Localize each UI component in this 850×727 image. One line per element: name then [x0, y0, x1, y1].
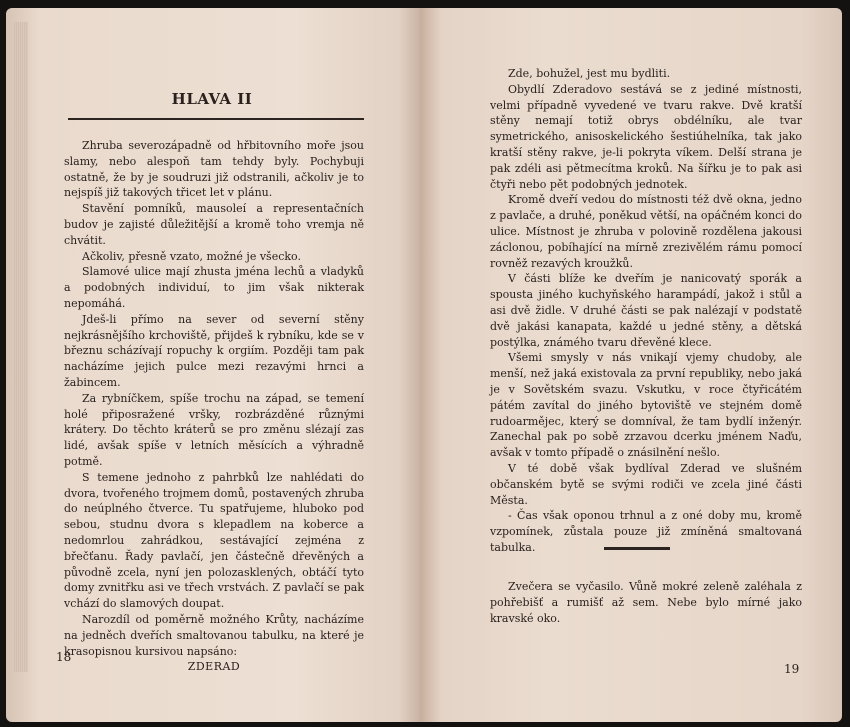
left-page [6, 8, 420, 722]
page-edges [14, 22, 28, 672]
right-body-after-break [490, 579, 802, 626]
paragraph: V té době však bydlíval Zderad ve slušném občanském bytě se svými rodiči ve zcela jiné části Města. [490, 461, 802, 507]
paragraph: Zvečera se vyčasilo. Vůně mokré zeleně zaléhala z pohřebišť a rumišť až sem. Nebe bylo mírné jako kravské oko. [490, 580, 802, 625]
section-break-rule [604, 547, 670, 550]
paragraph: Všemi smysly v nás vnikají vjemy chudoby, ale menší, než jaká existovala za první republiky, nebo jaká je v Sovětském svazu. Vskutku, v roce čtyřicátém pátém zavítal do jiného bytoviště ve stejném domě rudoarmějec, který se domníval, že tam bydlí inženýr. Zanechal pak po sobě zrzavou dcerku jménem Naďu, avšak v tomto případě o znásilnění nešlo. [490, 351, 802, 460]
open-book [6, 8, 842, 722]
paragraph: Zde, bohužel, jest mu bydliti. [508, 67, 671, 80]
paragraph: Stavění pomníků, mausoleí a representačních budov je zajisté důležitější a kromě toho vremja ně chvátit. [64, 202, 364, 247]
paragraph: S temene jednoho z pahrbků lze nahlédati do dvora, tvořeného trojmem domů, postavených zhruba do neúplného čtverce. Tu spatřujeme, hluboko pod sebou, studnu dvora s klepadlem na koberce a nedomrlou zahrádkou, sestávající zejména z břečťanu. Řady pavlačí, jen částečně dřevěných a původně zcela, nyní jen polozasklených, obtáčí tyto domy zvnitřku asi ve třech vrstvách. Z pavlačí se pak vchází do slamových doupat. [64, 470, 364, 611]
paragraph: Jdeš-li přímo na sever od severní stěny nejkrásnějšího krchoviště, přijdeš k rybníku, kde se v březnu scházívají ropuchy k orgiím. Později tam pak nacházíme jejich pulce mezi rezavými hrnci a žabincem. [64, 312, 364, 389]
paragraph: V části blíže ke dveřím je nanicovatý sporák a spousta jiného kuchyňského harampádí, jakož i stůl a asi dvě židle. V druhé části se pak nalézají v podstatě dvě jakási kanapata, každé u jedné stěny, a dětská postýlka, známého tvaru dřevěné klece. [490, 272, 802, 349]
paragraph: Zhruba severozápadně od hřbitovního moře jsou slamy, nebo alespoň tam tehdy byly. Pochybuji ostatně, že by je soudruzi již odstranili, ačkoliv je to nejspíš již takových třicet let v plánu. [64, 139, 364, 200]
paragraph: Za rybníčkem, spíše trochu na západ, se temení holé připosražené vršky, rozbrázděné různými krátery. Do těchto kráterů se pro změnu slézají zas lidé, avšak spíše v letních měsících a výhradně potmě. [64, 391, 364, 468]
page-number: 18 [56, 650, 72, 664]
sign-text: ZDERAD [187, 660, 241, 674]
left-body [64, 138, 364, 675]
right-body [490, 66, 802, 556]
paragraph: Kromě dveří vedou do místnosti též dvě okna, jedno z pavlače, a druhé, poněkud větší, na opáčném konci do ulice. Místnost je zhruba v polovině rozdělena jakousi záclonou, pobíhající na mírně zrezivělém rámu pomocí rovněž rezavých kroužků. [490, 193, 802, 270]
right-page [420, 8, 842, 722]
paragraph: Ačkoliv, přesně vzato, možné je všecko. [82, 249, 301, 263]
paragraph: Obydlí Zderadovo sestává se z jediné místnosti, velmi případně vyvedené ve tvaru rakve. Dvě kratší stěny nemají totiž obrys obdélníku, ale tvar symetrického, anisoskelického šestiúhelníka, tak jako kratší stěny rakve, je-li pokryta víkem. Delší strana je pak zdéli asi pětmecítma kroků. Na šířku je to pak asi čtyři nebo pět podobných jednotek. [490, 82, 802, 191]
paragraph: Slamové ulice mají zhusta jména lechů a vladyků a podobných individuí, to jim však nikterak nepomáhá. [64, 265, 364, 310]
paragraph: - Čas však oponou trhnul a z oné doby mu, kromě vzpomínek, zůstala pouze již zmíněná smaltovaná tabulka. [490, 509, 802, 554]
chapter-heading: HLAVA II [171, 90, 253, 108]
paragraph: Narozdíl od poměrně možného Krůty, nacházíme na jedněch dveřích smaltovanou tabulku, na které je krasopisnou kursivou napsáno: [64, 612, 364, 658]
heading-rule [68, 118, 364, 120]
page-number: 19 [784, 662, 800, 676]
